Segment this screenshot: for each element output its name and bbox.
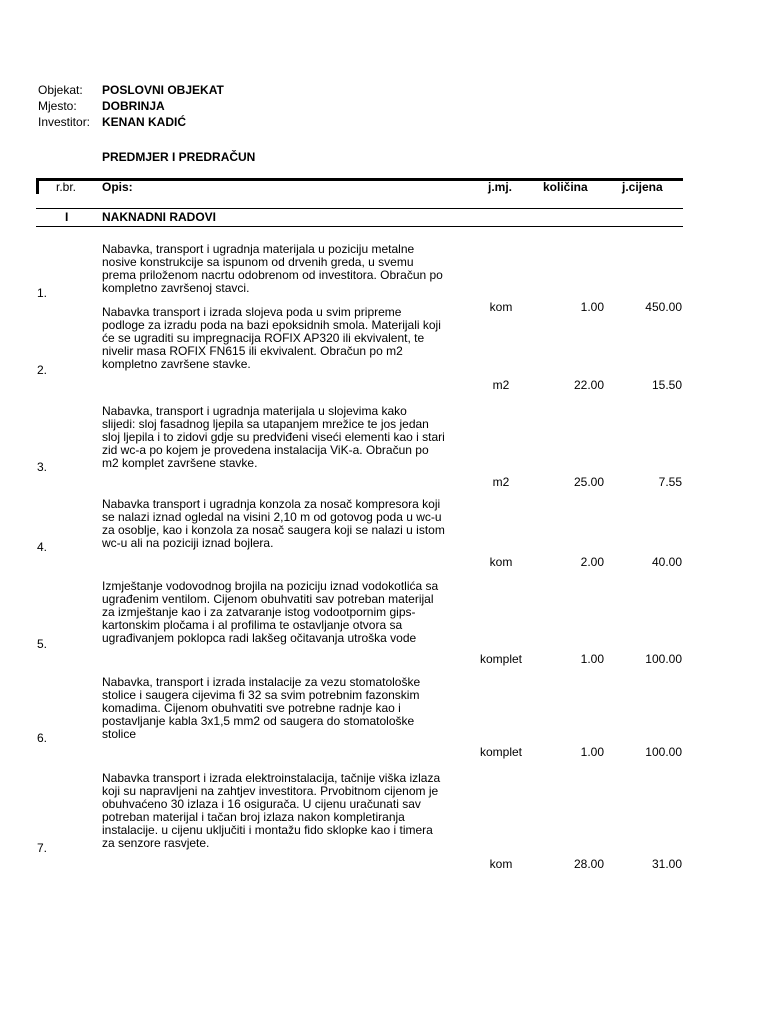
description-line: kompletno završenoj stavci. — [102, 281, 250, 295]
section-number: I — [65, 210, 69, 224]
item-description — [102, 772, 482, 850]
description-line: Nabavka, transport i ugradnja materijala u poziciju metalne — [102, 242, 415, 256]
item-unit-price: 31.00 — [651, 857, 682, 871]
description-line: nosive konstrukcije sa ispunom od drvenih greda, u svemu — [102, 255, 414, 269]
description-line: Nabavka transport i izrada slojeva poda u svim pripreme — [102, 305, 402, 319]
column-kolicina: količina — [543, 180, 588, 194]
item-unit-price: 450.00 — [645, 300, 682, 314]
item-number: 6. — [37, 731, 48, 745]
description-line: m2 komplet završene stavke. — [102, 456, 258, 470]
item-description — [102, 306, 482, 371]
item-quantity: 25.00 — [573, 475, 604, 489]
description-line: potreban materijal i tačan broj izlaza nakon kompletiranja — [102, 810, 405, 824]
column-opis: Opis: — [102, 180, 133, 194]
description-line: se nalazi iznad ogledal na visini 2,10 m od gotovog poda u wc-u — [102, 510, 442, 524]
item-number: 2. — [37, 363, 48, 377]
page-title: PREDMJER I PREDRAČUN — [102, 150, 256, 164]
description-line: zid wc-a po kojem je provedena instalacija ViK-a. Obračun po — [102, 443, 429, 457]
description-line: instalacije. u cijenu uključiti i montažu fido sklopke kao i timera — [102, 823, 433, 837]
item-unit: m2 — [492, 475, 510, 489]
description-line: wc-u ali na poziciji iznad bojlera. — [102, 536, 274, 550]
description-line: ugrađenim ventilom. Cijenom obuhvatiti sav potreban materijal — [102, 592, 434, 606]
section-rule — [36, 226, 683, 227]
description-line: Nabavka transport i izrada elektroinstalacija, tačnije viška izlaza — [102, 771, 441, 785]
item-unit-price: 100.00 — [645, 745, 682, 759]
description-line: kompletno završene stavke. — [102, 357, 251, 371]
item-description — [102, 498, 482, 550]
item-quantity: 1.00 — [580, 652, 604, 666]
item-quantity: 1.00 — [580, 300, 604, 314]
item-unit: komplet — [479, 745, 523, 759]
description-line: sloj ljepila i to zidovi gdje su predviđeni viseći elementi kao i stari — [102, 430, 445, 444]
description-line: Nabavka, transport i ugradnja materijala u slojevima kako — [102, 404, 407, 418]
item-unit-price: 40.00 — [651, 555, 682, 569]
description-line: Nabavka transport i ugradnja konzola za nosač kompresora koji — [102, 497, 441, 511]
item-number: 7. — [37, 841, 48, 855]
description-line: nivelir masa ROFIX FN615 ili ekvivalent. Obračun po m2 — [102, 344, 403, 358]
item-description — [102, 580, 482, 645]
mjesto-label: Mjesto: — [38, 99, 77, 113]
description-line: Izmještanje vodovodnog brojila na poziciju iznad vodokotlića sa — [102, 579, 439, 593]
header-bottom-rule — [36, 208, 683, 209]
item-number: 4. — [37, 540, 48, 554]
column-cijena: j.cijena — [622, 180, 663, 194]
item-description — [102, 676, 482, 741]
description-line: za senzore rasvjete. — [102, 836, 210, 850]
item-unit: m2 — [492, 378, 510, 392]
item-unit-price: 7.55 — [658, 475, 682, 489]
objekat-value: POSLOVNI OBJEKAT — [102, 83, 224, 97]
item-unit: kom — [489, 555, 513, 569]
description-line: obuhvaćeno 30 izlaza i 16 osigurača. U cijenu uračunati sav — [102, 797, 421, 811]
description-line: koji su napravljeni na zahtjev investitora. Prvobitnom cijenom je — [102, 784, 439, 798]
description-line: komadima. Cijenom obuhvatiti sve potrebne radnje kao i — [102, 701, 401, 715]
description-line: prema priloženom nacrtu odobrenom od investitora. Obračun po — [102, 268, 443, 282]
column-rbr: r.br. — [56, 180, 77, 194]
item-unit: kom — [489, 857, 513, 871]
item-number: 3. — [37, 460, 48, 474]
investitor-value: KENAN KADIĆ — [102, 115, 186, 129]
section-name: NAKNADNI RADOVI — [102, 210, 216, 224]
description-line: slijedi: sloj fasadnog ljepila sa utapanjem mrežice te jos jedan — [102, 417, 429, 431]
description-line: ugrađivanjem poklopca radi lakšeg očitavanja utroška vode — [102, 631, 417, 645]
item-unit: kom — [489, 300, 513, 314]
description-line: stolice i saugera cijevima fi 32 sa svim potrebnim fazonskim — [102, 688, 420, 702]
item-description — [102, 405, 482, 470]
column-jmj: j.mj. — [488, 180, 513, 194]
item-quantity: 28.00 — [573, 857, 604, 871]
mjesto-value: DOBRINJA — [102, 99, 165, 113]
item-unit: komplet — [479, 652, 523, 666]
description-line: za osoblje, kao i konzola za nosač saugera koji se nalazi u istom — [102, 523, 445, 537]
item-description — [102, 243, 482, 295]
description-line: stolice — [102, 727, 137, 741]
description-line: za izmještanje kao i za zatvaranje istog vodootpornim gips- — [102, 605, 416, 619]
header-left-tick — [36, 178, 39, 194]
description-line: Nabavka, transport i izrada instalacije za vezu stomatološke — [102, 675, 421, 689]
objekat-label: Objekat: — [38, 83, 83, 97]
item-quantity: 2.00 — [580, 555, 604, 569]
item-unit-price: 15.50 — [651, 378, 682, 392]
item-number: 1. — [37, 286, 48, 300]
description-line: podloge za izradu poda na bazi epoksidnih smola. Materijali koji — [102, 318, 441, 332]
description-line: će se ugraditi su impregnacija ROFIX AP320 ili ekvivalent, te — [102, 331, 425, 345]
item-quantity: 22.00 — [573, 378, 604, 392]
description-line: postavljanje kabla 3x1,5 mm2 od saugera do stomatološke — [102, 714, 415, 728]
item-number: 5. — [37, 637, 48, 651]
item-unit-price: 100.00 — [645, 652, 682, 666]
item-quantity: 1.00 — [580, 745, 604, 759]
description-line: kartonskim pločama i al profilima te ostavljanje otvora sa — [102, 618, 403, 632]
investitor-label: Investitor: — [38, 115, 91, 129]
